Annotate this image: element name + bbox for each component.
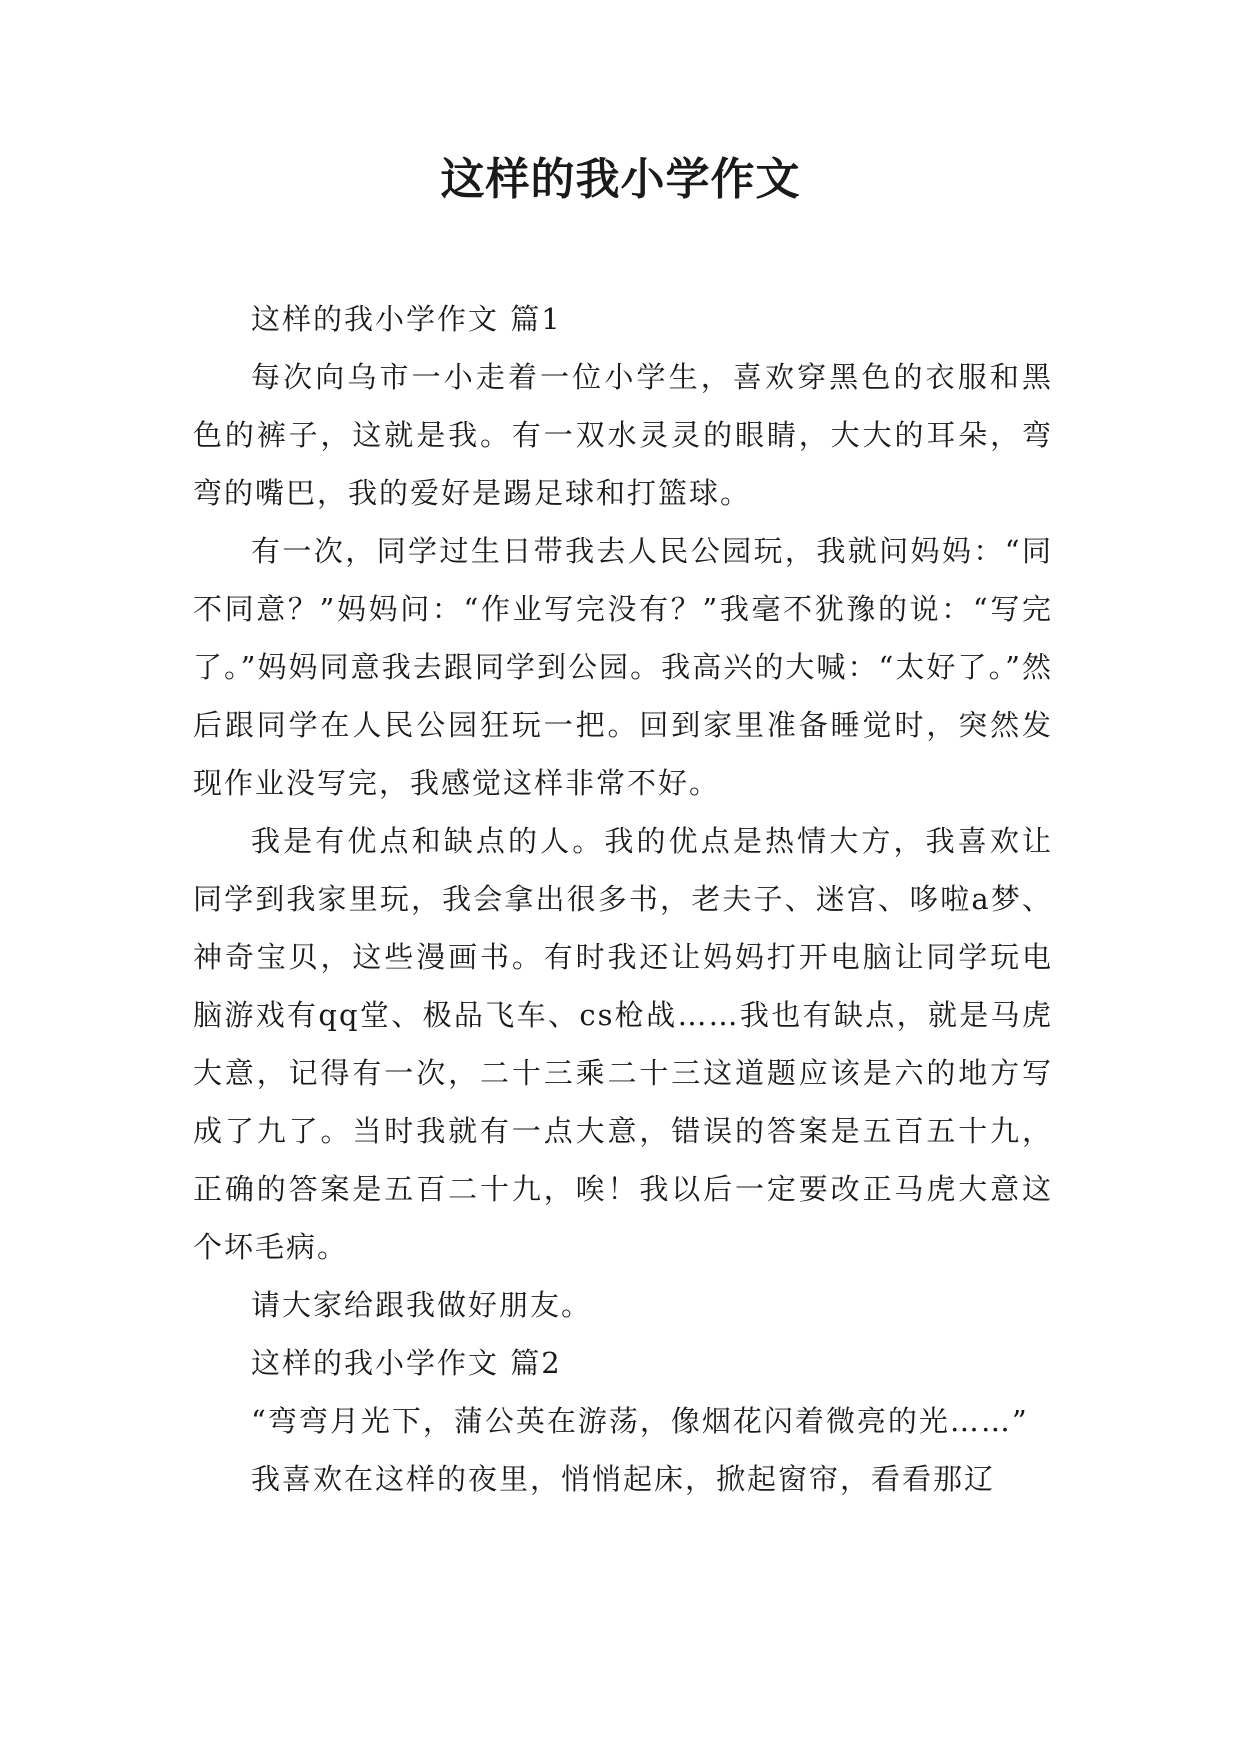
section-heading-1: 这样的我小学作文 篇1 xyxy=(251,302,562,336)
paragraph-night: 我喜欢在这样的夜里，悄悄起床，掀起窗帘，看看那辽 xyxy=(251,1462,996,1496)
section-heading-2: 这样的我小学作文 篇2 xyxy=(251,1346,562,1380)
paragraph-intro: 每次向乌市一小走着一位小学生，喜欢穿黑色的衣服和黑色的裤子，这就是我。有一双水灵灵的眼睛，大大的耳朵，弯弯的嘴巴，我的爱好是踢足球和打篮球。 xyxy=(193,360,1053,510)
document-title: 这样的我小学作文 xyxy=(440,154,801,205)
document-body xyxy=(193,290,1053,1508)
paragraph-park-story: 有一次，同学过生日带我去人民公园玩，我就问妈妈：“同不同意？”妈妈问：“作业写完没有？”我毫不犹豫的说：“写完了。”妈妈同意我去跟同学到公园。我高兴的大喊：“太好了。”然后跟同学在人民公园狂玩一把。回到家里准备睡觉时，突然发现作业没写完，我感觉这样非常不好。 xyxy=(193,534,1053,800)
paragraph-poem-quote: “弯弯月光下，蒲公英在游荡，像烟花闪着微亮的光……” xyxy=(251,1404,1029,1438)
paragraph-closing: 请大家给跟我做好朋友。 xyxy=(251,1288,593,1322)
paragraph-strengths-weaknesses: 我是有优点和缺点的人。我的优点是热情大方，我喜欢让同学到我家里玩，我会拿出很多书，老夫子、迷宫、哆啦a梦、神奇宝贝，这些漫画书。有时我还让妈妈打开电脑让同学玩电脑游戏有qq堂、极品飞车、cs枪战……我也有缺点，就是马虎大意，记得有一次，二十三乘二十三这道题应该是六的地方写成了九了。当时我就有一点大意，错误的答案是五百五十九，正确的答案是五百二十九，唉！我以后一定要改正马虎大意这个坏毛病。 xyxy=(193,824,1053,1264)
